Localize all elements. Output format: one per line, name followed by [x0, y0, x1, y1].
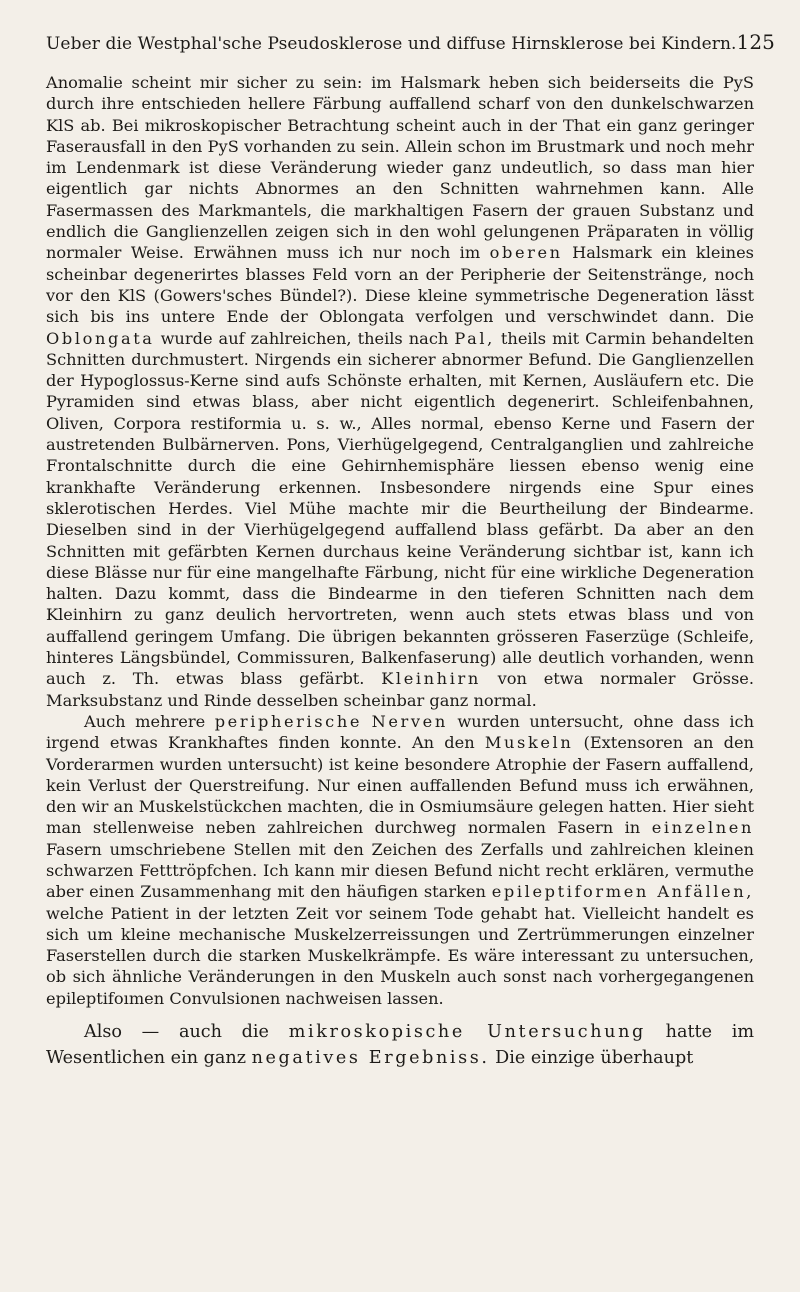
- paragraph-1-part-e: wurde auf zahlreichen, theils nach: [160, 328, 449, 348]
- spaced-term-epileptiformen: epileptiformen Anfällen,: [491, 882, 755, 902]
- paragraph-3-part-a: Also — auch die: [84, 1022, 269, 1043]
- spaced-term-mikroskopische: mikroskopische Untersuchung: [288, 1022, 646, 1043]
- spaced-term-peripherische: peripherische: [214, 711, 363, 731]
- running-title: Ueber die Westphal'sche Pseudosklerose und diffuse Hirnsklerose bei Kindern.: [46, 34, 737, 54]
- paragraph-1: [46, 72, 754, 711]
- spaced-term-oblongata: Oblongata: [46, 328, 155, 348]
- paragraph-3-part-c: hatte im Wesentlichen ein ganz: [46, 1022, 755, 1069]
- spaced-term-kleinhirn: Kleinhirn: [381, 669, 481, 689]
- spaced-term-oberen: oberen: [489, 243, 563, 263]
- spaced-term-pal: Pal,: [454, 328, 495, 348]
- paragraph-2: [46, 711, 754, 1009]
- running-head: [46, 30, 775, 54]
- paragraph-2-part-d: wurden untersucht, ohne dass ich irgend etwas Krankhaftes finden konnte. An den: [46, 711, 755, 753]
- page-number: 125: [736, 30, 775, 54]
- spaced-term-muskeln: Muskeln: [484, 733, 574, 753]
- paragraph-2-part-h: Fasern umschriebene Stellen mit den Zeichen des Zerfalls und zahlreichen kleinen schwarzen Fetttröpfchen. Ich kann mir diesen Befund nicht recht erklären, vermuthe aber einen Zusammenhang mit den häufigen starken: [46, 839, 754, 902]
- paragraph-2-part-a: Auch mehrere: [84, 711, 206, 731]
- paragraph-3: [46, 1019, 754, 1071]
- paragraph-2-part-j: welche Patient in der letzten Zeit vor seinem Tode gehabt hat. Vielleicht handelt es sich um kleine mechanische Muskelzerreissungen und Zertrümmerungen einzelner Faserstellen durch die starken Muskelkrämpfe. Es wäre interessant zu untersuchen, ob sich ähnliche Veränderungen in den Muskeln auch sonst nach vorhergegangenen epileptifoımen Convulsionen nachweisen lassen.: [46, 903, 754, 1008]
- body-text: [46, 72, 754, 1071]
- spaced-term-einzelnen: einzelnen: [651, 818, 755, 838]
- paragraph-1-part-c: Halsmark ein kleines scheinbar degenerirtes blasses Feld vorn an der Peripherie der Seitenstränge, noch vor den KlS (Gowers'sches Bündel?). Diese kleine symmetrische Degeneration lässt sich bis ins untere Ende der Oblongata verfolgen und verschwindet dann. Die: [46, 243, 754, 327]
- spaced-term-nerven: Nerven: [371, 711, 448, 731]
- paragraph-3-part-e: Die einzige überhaupt: [495, 1048, 694, 1069]
- book-page: [46, 30, 775, 1071]
- paragraph-2-part-f: (Extensoren an den Vorderarmen wurden untersucht) ist keine besondere Atrophie der Fasern auffallend, kein Verlust der Querstreifung. Nur einen auffallenden Befund muss ich erwähnen, den wir an Muskelstückchen machten, die in Osmiumsäure gelegen hatten. Hier sieht man stellenweise neben zahlreichen durchweg normalen Fasern in: [46, 733, 754, 838]
- paragraph-1-part-i: von etwa normaler Grösse. Marksubstanz und Rinde desselben scheinbar ganz normal.: [46, 669, 754, 710]
- spaced-term-negatives: negatives Ergebniss.: [251, 1048, 490, 1069]
- paragraph-1-part-a: Anomalie scheint mir sicher zu sein: im Halsmark heben sich beiderseits die PyS durch ihre entschieden hellere Färbung auffallend scharf von den dunkelschwarzen KlS ab. Bei mikroskopischer Betrachtung scheint auch in der That ein ganz geringer Faserausfall in den PyS vorhanden zu sein. Allein schon im Brustmark und noch mehr im Lendenmark ist diese Veränderung wieder ganz undeutlich, so dass man hier eigentlich gar nichts Abnormes an den Schnitten wahrnehmen kann. Alle Fasermassen des Markmantels, die markhaltigen Fasern der grauen Substanz und endlich die Ganglienzellen zeigen sich in den wohl gelungenen Präparaten in völlig normaler Weise. Erwähnen muss ich nur noch im: [46, 73, 754, 263]
- paragraph-1-part-g: theils mit Carmin behandelten Schnitten durchmustert. Nirgends ein sicherer abnormer Befund. Die Ganglienzellen der Hypoglossus-Kerne sind aufs Schönste erhalten, mit Kernen, Ausläufern etc. Die Pyramiden sind etwas blass, aber nicht eigentlich degenerirt. Schleifenbahnen, Oliven, Corpora restiformia u. s. w., Alles normal, ebenso Kerne und Fasern der austretenden Bulbärnerven. Pons, Vierhügelgegend, Centralganglien und zahlreiche Frontalschnitte durch die eine Gehirnhemisphäre liessen ebenso wenig eine krankhafte Veränderung erkennen. Insbesondere nirgends eine Spur eines sklerotischen Herdes. Viel Mühe machte mir die Beurtheilung der Bindearme. Dieselben sind in der Vierhügelgegend auffallend blass gefärbt. Da aber an den Schnitten mit gefärbten Kernen durchaus keine Veränderung sichtbar ist, kann ich diese Blässe nur für eine mangelhafte Färbung, nicht für eine wirkliche Degeneration halten. Dazu kommt, dass die Bindearme in den tieferen Schnitten nach dem Kleinhirn zu ganz deulich hervortreten, wenn auch stets etwas blass und von auffallend geringem Umfang. Die übrigen bekannten grösseren Faserzüge (Schleife, hinteres Längsbündel, Commissuren, Balkenfaserung) alle deutlich vorhanden, wenn auch z. Th. etwas blass gefärbt.: [46, 328, 754, 689]
